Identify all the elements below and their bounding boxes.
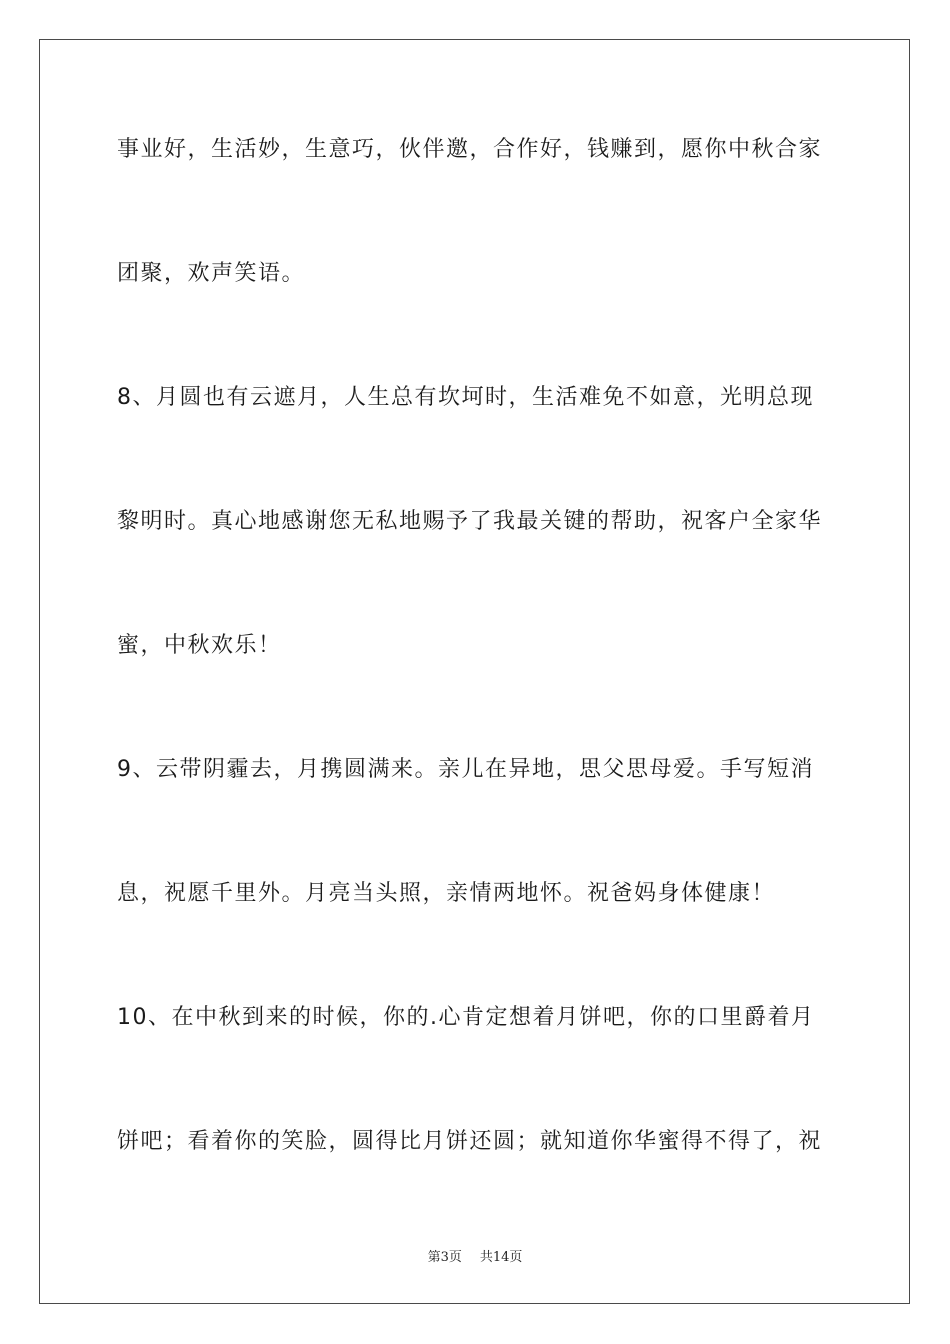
text-line: 团聚，欢声笑语。 [117,261,306,286]
document-body [117,128,835,1244]
text-line: 事业好，生活妙，生意巧，伙伴邀，合作好，钱赚到，愿你中秋合家 [117,137,823,162]
text-line: 息，祝愿千里外。月亮当头照，亲情两地怀。祝爸妈身体健康！ [117,881,776,906]
text-line: 10、在中秋到来的时候，你的.心肯定想着月饼吧，你的口里爵着月 [117,1005,815,1030]
page-footer [0,1246,950,1265]
text-line: 蜜，中秋欢乐！ [117,633,282,658]
page-total: 共14页 [479,1250,523,1265]
text-line: 饼吧；看着你的笑脸，圆得比月饼还圆；就知道你华蜜得不得了，祝 [117,1129,823,1154]
text-line: 黎明时。真心地感谢您无私地赐予了我最关键的帮助，祝客户全家华 [117,509,823,534]
text-line: 9、云带阴霾去，月携圆满来。亲儿在异地，思父思母爱。手写短消 [117,757,814,782]
page-number: 第3页 [427,1250,462,1265]
text-line: 8、月圆也有云遮月，人生总有坎坷时，生活难免不如意，光明总现 [117,385,814,410]
